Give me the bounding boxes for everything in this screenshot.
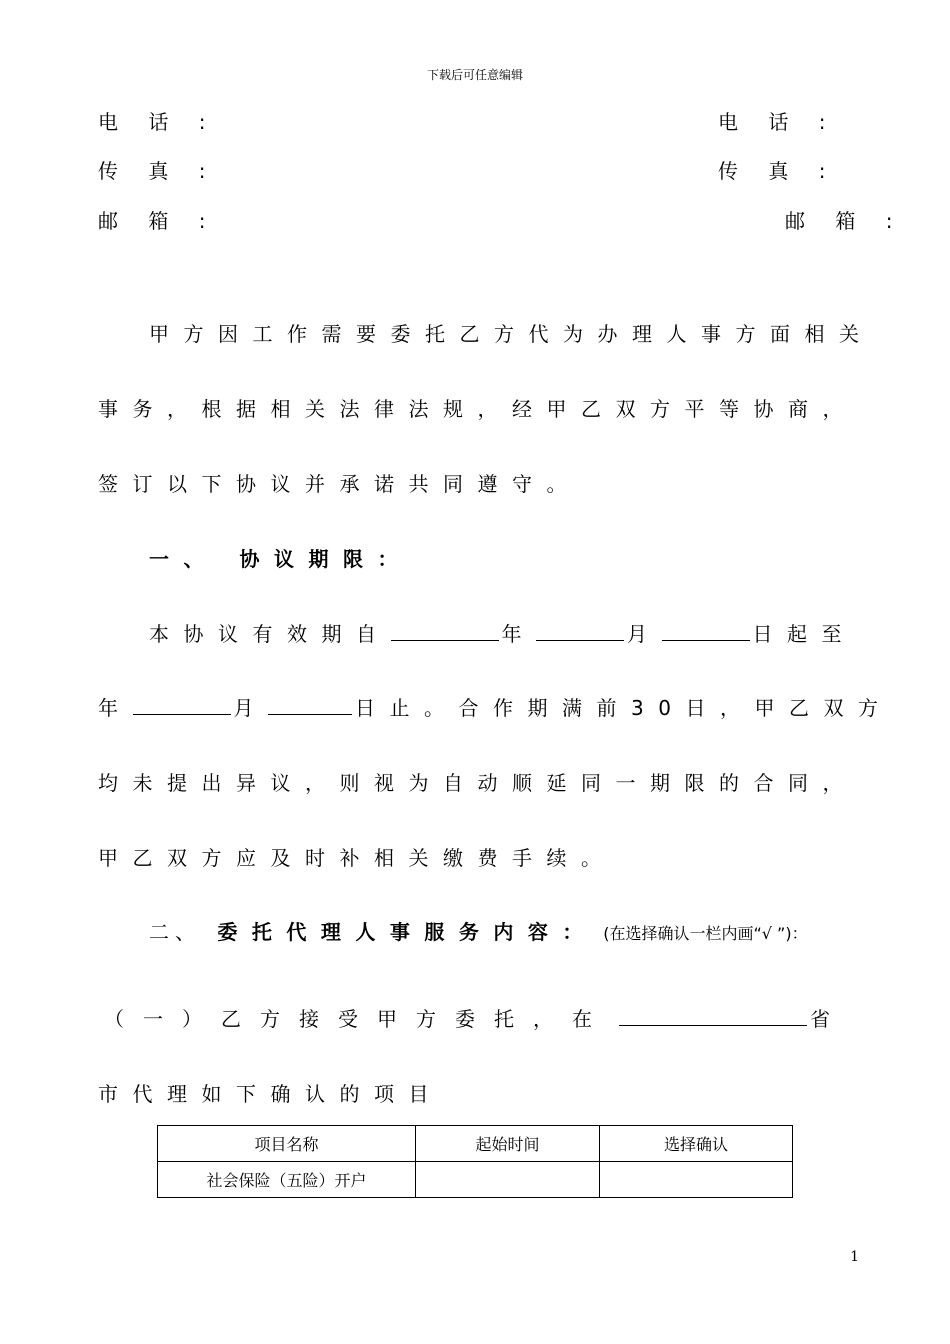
section1-line-4: 甲乙双方应及时补相关缴费手续。 [98,846,616,870]
section2-sub1-line-1 [104,1003,849,1032]
start-month-blank[interactable] [536,620,624,641]
left-email-label: 邮 箱 : [98,209,218,233]
end-day-blank[interactable] [268,694,352,715]
row-item-name: 社会保险（五险）开户 [158,1162,416,1198]
term-start-label: 本协议有效期自 [149,622,391,646]
section2-heading: 委托代理人事服务内容： [217,920,597,944]
intro-line-2: 事务，根据相关法律法规，经甲乙双方平等协商， [98,397,857,421]
row-selection[interactable] [600,1162,793,1198]
header-item-name: 项目名称 [158,1126,416,1162]
header-selection: 选择确认 [600,1126,793,1162]
page-number: 1 [850,1249,859,1265]
header-start-time: 起始时间 [416,1126,600,1162]
header-note: 下载后可任意编辑 [426,68,523,82]
table-header-row [158,1126,793,1162]
section1-line-3: 均未提出异议，则视为自动顺延同一期限的合同， [98,771,857,795]
end-month-label: 月 [233,696,268,720]
province-label: 省 [810,1007,849,1031]
start-day-blank[interactable] [662,620,750,641]
left-fax-label: 传 真 : [98,159,218,183]
left-phone-label: 电 话 : [98,110,218,134]
right-email-label: 邮 箱 : [785,209,905,233]
table-row [158,1162,793,1198]
intro-line-1: 甲方因工作需要委托乙方代为办理人事方面相关 [149,322,874,346]
intro-line-3: 签订以下协议并承诺共同遵守。 [98,472,581,496]
end-day-label: 日止。合作期满前30日，甲乙双方 [355,696,893,720]
province-blank[interactable] [619,1005,807,1026]
section1-line-1 [149,618,856,647]
right-fax-label: 传 真 : [718,159,838,183]
start-year-blank[interactable] [391,620,499,641]
service-table [157,1125,793,1198]
section2-heading-row [149,916,808,945]
section1-line-2 [98,692,892,721]
section1-heading: 一、 协议期限： [149,547,412,571]
start-month-label: 月 [627,622,662,646]
section2-prefix: 二、 [149,920,201,944]
section2-note: (在选择确认一栏内画“√ ”)： [603,924,808,943]
end-month-blank[interactable] [133,694,231,715]
section2-sub1-line-2: 市代理如下确认的项目 [98,1082,443,1106]
right-phone-label: 电 话 : [718,110,838,134]
start-year-label: 年 [501,622,536,646]
row-start-time[interactable] [416,1162,600,1198]
sub1-text: （一）乙方接受甲方委托，在 [104,1007,611,1031]
start-day-label: 日起至 [752,622,856,646]
end-year-label: 年 [98,696,133,720]
